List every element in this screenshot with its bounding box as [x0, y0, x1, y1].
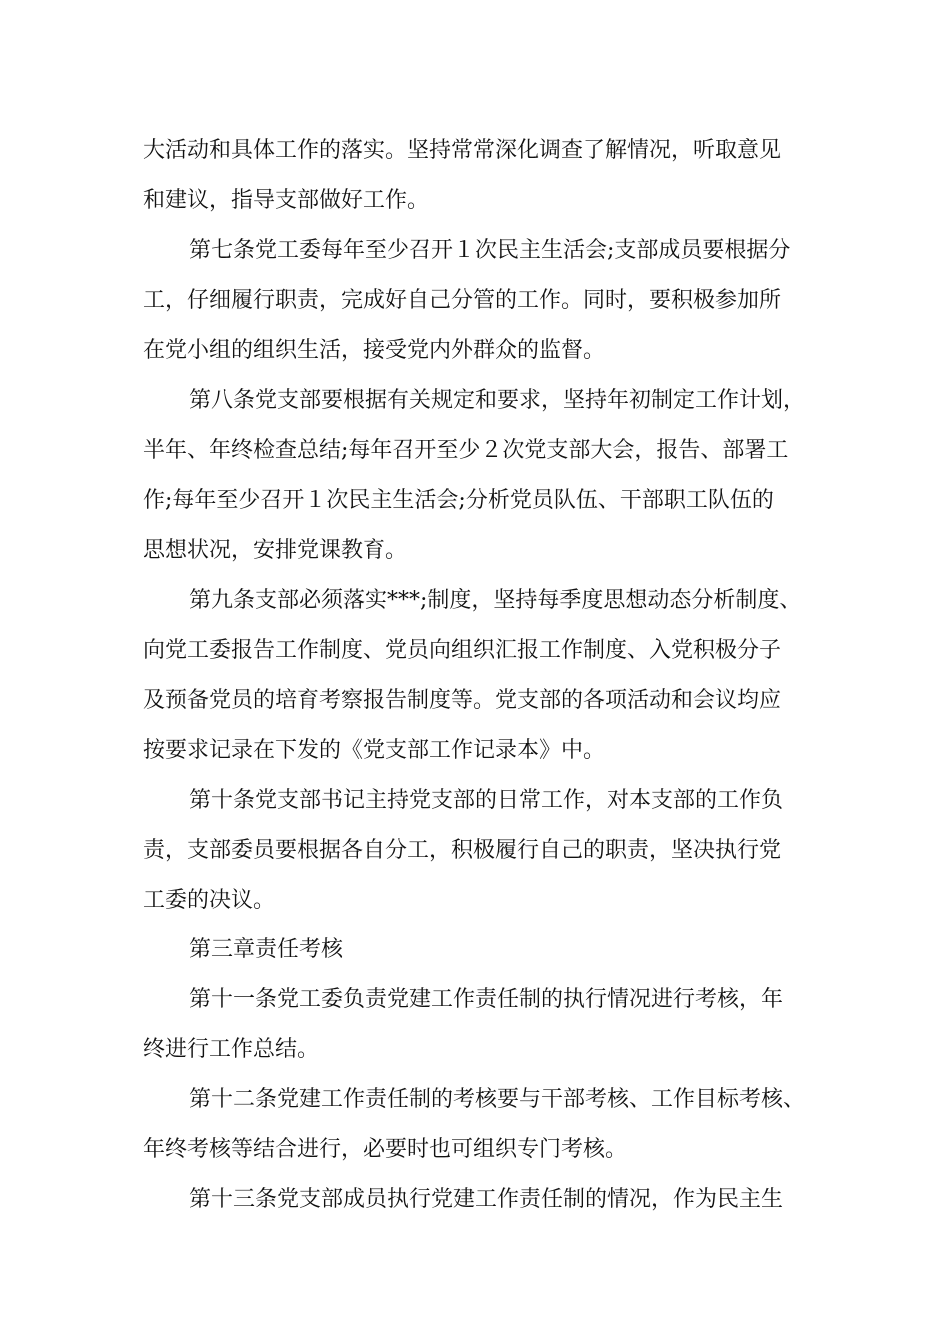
text-line: 及预备党员的培育考察报告制度等。党支部的各项活动和会议均应 [143, 688, 782, 713]
text-line: 终进行工作总结。 [143, 1037, 320, 1062]
text-line: 向党工委报告工作制度、党员向组织汇报工作制度、入党积极分子 [143, 638, 782, 663]
text-line: 工委的决议。 [143, 888, 276, 913]
text-line: 第十一条党工委负责党建工作责任制的执行情况进行考核，年 [189, 987, 784, 1012]
text-line: 作;每年至少召开１次民主生活会;分析党员队伍、干部职工队伍的 [143, 488, 774, 513]
section-heading: 第三章责任考核 [189, 937, 344, 962]
text-line: 工，仔细履行职责，完成好自己分管的工作。同时，要积极参加所 [143, 288, 782, 313]
text-line: 按要求记录在下发的《党支部工作记录本》中。 [143, 738, 606, 763]
text-line: 第七条党工委每年至少召开１次民主生活会;支部成员要根据分 [189, 238, 791, 263]
text-line: 第十条党支部书记主持党支部的日常工作，对本支部的工作负 [189, 788, 784, 813]
text-line: 大活动和具体工作的落实。坚持常常深化调查了解情况，听取意见 [143, 138, 782, 163]
text-line: 第十三条党支部成员执行党建工作责任制的情况，作为民主生 [189, 1187, 784, 1212]
text-line: 第九条支部必须落实***;制度，坚持每季度思想动态分析制度、 [189, 588, 802, 613]
text-line: 第十二条党建工作责任制的考核要与干部考核、工作目标考核、 [189, 1087, 806, 1112]
text-line: 第八条党支部要根据有关规定和要求，坚持年初制定工作计划， [189, 388, 806, 413]
text-line: 在党小组的组织生活，接受党内外群众的监督。 [143, 338, 606, 363]
text-line: 责，支部委员要根据各自分工，积极履行自己的职责，坚决执行党 [143, 838, 782, 863]
text-line: 思想状况，安排党课教育。 [143, 538, 408, 563]
text-line: 和建议，指导支部做好工作。 [143, 188, 430, 213]
text-line: 年终考核等结合进行，必要时也可组织专门考核。 [143, 1137, 628, 1162]
text-line: 半年、年终检查总结;每年召开至少２次党支部大会，报告、部署工 [143, 438, 789, 463]
